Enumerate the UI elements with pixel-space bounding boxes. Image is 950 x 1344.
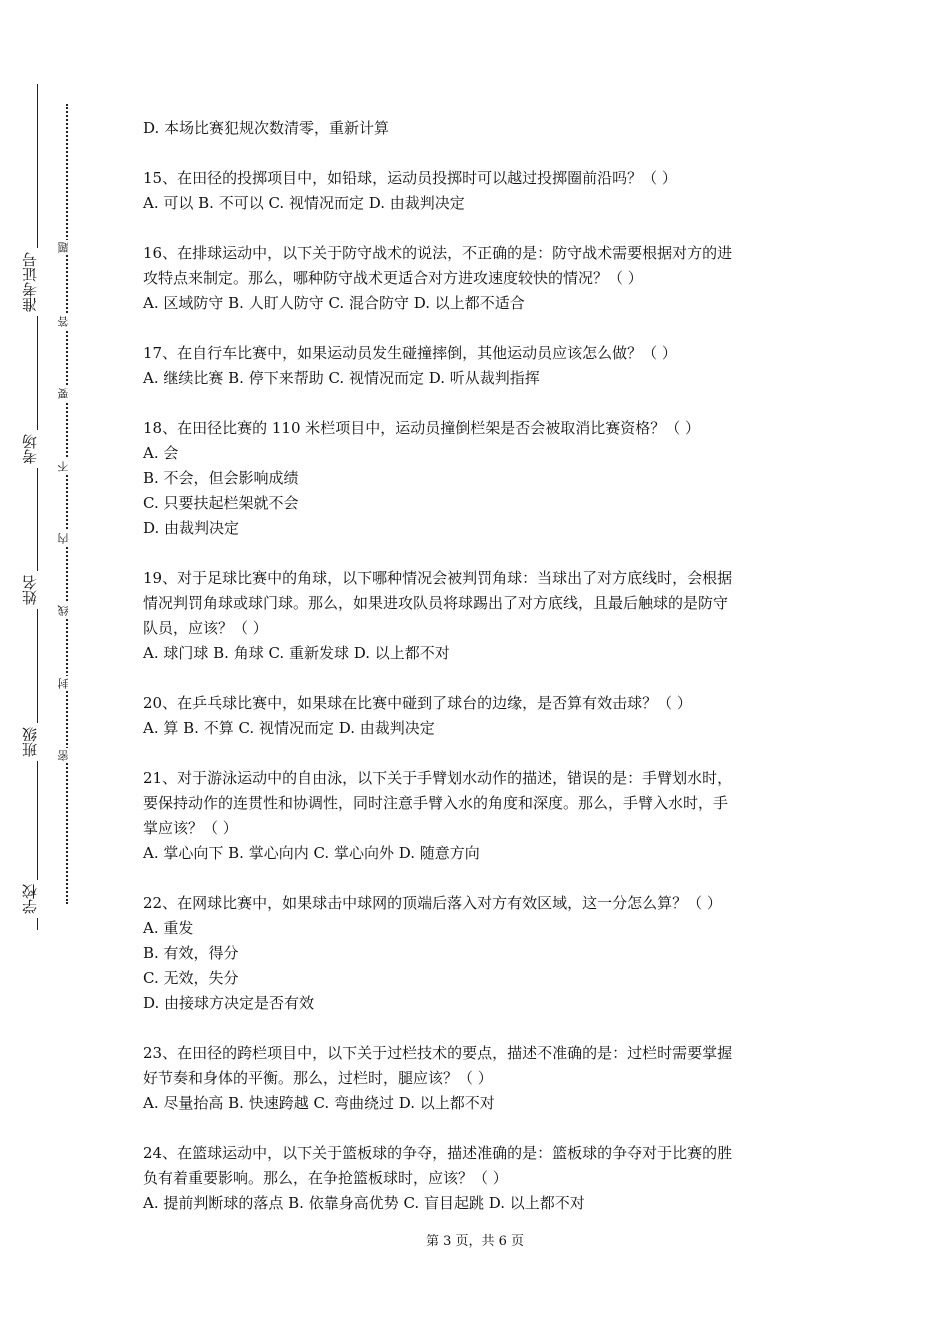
question-text: 攻特点来制定。那么，哪种防守战术更适合对方进攻速度较快的情况？（ ） — [143, 269, 643, 287]
option-line: A. 重发 — [143, 919, 194, 937]
option-line: A. 算 B. 不算 C. 视情况而定 D. 由裁判决定 — [143, 719, 435, 737]
question-text: 掌应该？（ ） — [143, 819, 238, 837]
binding-dotted-line — [66, 104, 68, 904]
question-text: 负有着重要影响。那么，在争抢篮板球时，应该？（ ） — [143, 1169, 508, 1187]
option-line: B. 有效，得分 — [143, 944, 239, 962]
question-block — [143, 166, 808, 216]
field-label-name: 姓名 — [22, 571, 46, 609]
field-label-class: 班级 — [22, 723, 46, 761]
question-text: 18、在田径比赛的 110 米栏项目中，运动员撞倒栏架是否会被取消比赛资格？（ ） — [143, 419, 701, 437]
option-line: C. 无效，失分 — [143, 969, 239, 987]
option-line: A. 可以 B. 不可以 C. 视情况而定 D. 由裁判决定 — [143, 194, 465, 212]
binding-note-char: 答 — [58, 314, 74, 329]
question-text: 要保持动作的连贯性和协调性，同时注意手臂入水的角度和深度。那么，手臂入水时，手 — [143, 794, 729, 812]
question-block — [143, 1141, 808, 1216]
question-text: 队员，应该？（ ） — [143, 619, 268, 637]
field-label-school: 学校 — [22, 880, 46, 918]
option-line: D. 由裁判决定 — [143, 519, 240, 537]
question-block — [143, 766, 808, 866]
option-line: A. 继续比赛 B. 停下来帮助 C. 视情况而定 D. 听从裁判指挥 — [143, 369, 540, 387]
binding-note-char: 要 — [58, 386, 74, 401]
option-line: A. 会 — [143, 444, 179, 462]
question-block — [143, 1041, 808, 1116]
option-line: B. 不会，但会影响成绩 — [143, 469, 299, 487]
question-text: 好节奏和身体的平衡。那么，过栏时，腿应该？（ ） — [143, 1069, 493, 1087]
question-block — [143, 691, 808, 741]
option-line: A. 尽量抬高 B. 快速跨越 C. 弯曲绕过 D. 以上都不对 — [143, 1094, 495, 1112]
question-block — [143, 116, 808, 141]
question-text: 17、在自行车比赛中，如果运动员发生碰撞摔倒，其他运动员应该怎么做？（ ） — [143, 344, 677, 362]
binding-note-char: 不 — [58, 459, 74, 474]
question-text: 21、对于游泳运动中的自由泳，以下关于手臂划水动作的描述，错误的是：手臂划水时， — [143, 769, 733, 787]
question-text: 20、在乒乓球比赛中，如果球在比赛中碰到了球台的边缘，是否算有效击球？（ ） — [143, 694, 692, 712]
question-block — [143, 341, 808, 391]
binding-note-char: 内 — [58, 531, 74, 546]
binding-note-char: 封 — [58, 676, 74, 691]
field-label-exam-number: 准考证号 — [22, 248, 46, 316]
question-text: 情况判罚角球或球门球。那么，如果进攻队员将球踢出了对方底线，且最后触球的是防守 — [143, 594, 729, 612]
page-footer: 第 3 页，共 6 页 — [425, 1234, 525, 1249]
binding-solid-line — [37, 84, 38, 930]
question-text: 24、在篮球运动中，以下关于篮板球的争夺，描述准确的是：篮板球的争夺对于比赛的胜 — [143, 1144, 733, 1162]
question-block — [143, 891, 808, 1016]
question-text: 19、对于足球比赛中的角球，以下哪种情况会被判罚角球：当球出了对方底线时，会根据 — [143, 569, 733, 587]
question-block — [143, 566, 808, 666]
question-text: 15、在田径的投掷项目中，如铅球，运动员投掷时可以越过投掷圈前沿吗？（ ） — [143, 169, 677, 187]
option-line: A. 区域防守 B. 人盯人防守 C. 混合防守 D. 以上都不适合 — [143, 294, 525, 312]
binding-note-char: 密 — [58, 748, 74, 763]
option-line: A. 球门球 B. 角球 C. 重新发球 D. 以上都不对 — [143, 644, 450, 662]
question-text: 16、在排球运动中，以下关于防守战术的说法，不正确的是：防守战术需要根据对方的进 — [143, 244, 733, 262]
question-text: 23、在田径的跨栏项目中，以下关于过栏技术的要点，描述不准确的是：过栏时需要掌握 — [143, 1044, 733, 1062]
option-line: D. 本场比赛犯规次数清零，重新计算 — [143, 119, 390, 137]
option-line: A. 掌心向下 B. 掌心向内 C. 掌心向外 D. 随意方向 — [143, 844, 480, 862]
question-block — [143, 416, 808, 541]
option-line: A. 提前判断球的落点 B. 依靠身高优势 C. 盲目起跳 D. 以上都不对 — [143, 1194, 585, 1212]
field-label-exam-room: 考场 — [22, 430, 46, 468]
question-block — [143, 241, 808, 316]
question-text: 22、在网球比赛中，如果球击中球网的顶端后落入对方有效区域，这一分怎么算？（ ） — [143, 894, 722, 912]
binding-note-char: 线 — [58, 603, 74, 618]
question-list — [143, 116, 808, 1241]
option-line: C. 只要扶起栏架就不会 — [143, 494, 299, 512]
binding-note-char: 题 — [58, 240, 74, 255]
option-line: D. 由接球方决定是否有效 — [143, 994, 315, 1012]
